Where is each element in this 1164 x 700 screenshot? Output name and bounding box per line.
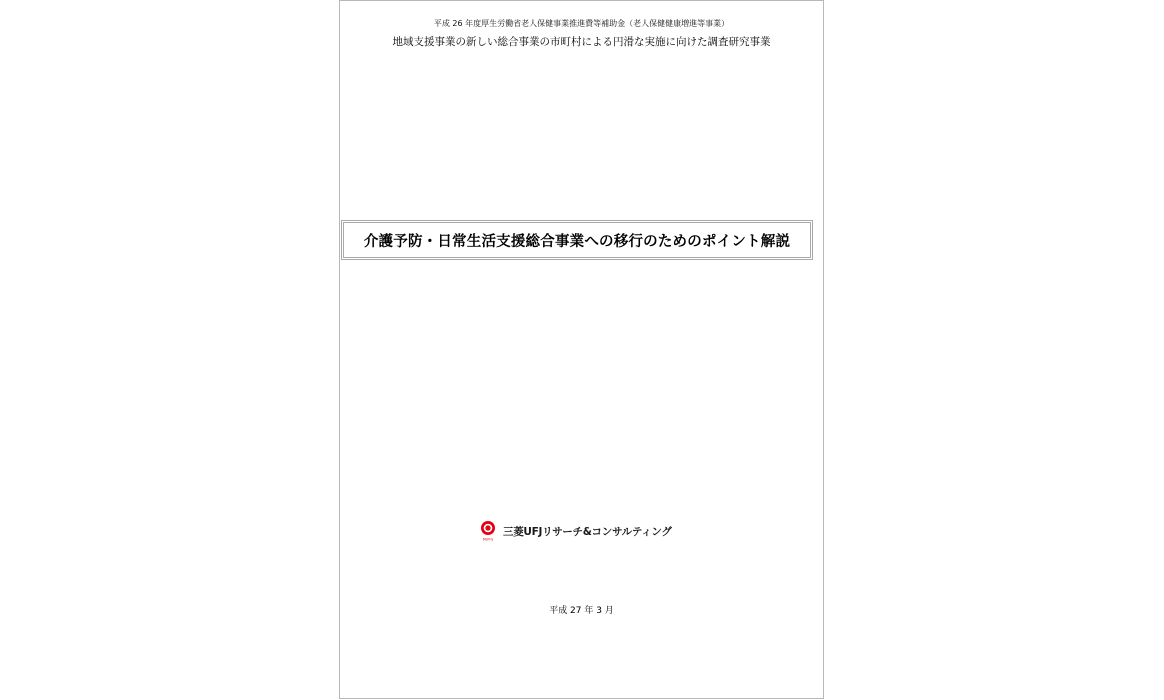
- mufg-logo-icon: [478, 520, 498, 542]
- title-box: [341, 220, 813, 260]
- subsidy-line: 平成 26 年度厚生労働省老人保健事業推進費等補助金（老人保健健康増進等事業）: [433, 19, 730, 28]
- document-title: 介護予防・日常生活支援総合事業への移行のためのポイント解説: [363, 233, 791, 250]
- publication-date: 平成 27 年 3 月: [549, 606, 614, 616]
- publisher-name: 三菱UFJリサーチ&コンサルティング: [503, 525, 672, 538]
- project-line: 地域支援事業の新しい総合事業の市町村による円滑な実施に向けた調査研究事業: [392, 36, 771, 48]
- document-page: [339, 0, 824, 699]
- publisher-logo: [478, 520, 672, 542]
- logo-caption: MUFG: [482, 537, 494, 542]
